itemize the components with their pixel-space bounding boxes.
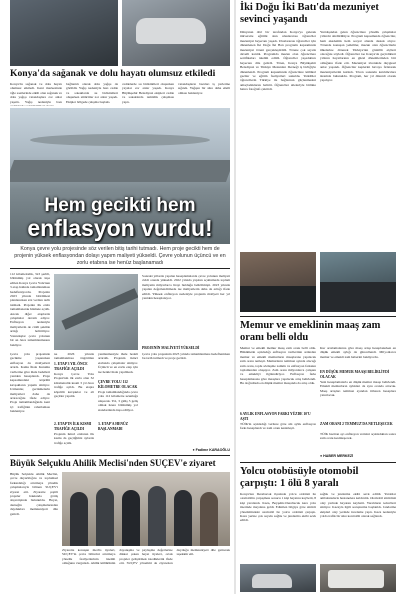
right-middle-col1: Memur ve emekli memur maaş zam oranı belli oldu. Hükümetin açıkladığı enflasyon verilerinin ardından memur ve emekli memurların maaşlarına yapılacak zam oranı netleşti. Memurların temmuz ayında alacağı zam oranı, toplu sözleşme zammı ve enflasyon farkının toplamından oluşuyor. Zam oranı milyonlarca çalışanı ve emekliyi ilgilendiriyor. Enflasyon farkı hesaplamasına göre maaşlara yapılacak artış belirlendi. Bu doğrultuda en düşük memur maaşında da artış oldu. (240, 346, 316, 386)
feature-headline-1: Hem gecikti hem (44, 195, 196, 216)
car-shape (136, 18, 206, 44)
feature-col3: ne 2026 yılında tamamlanması öngörülen (54, 352, 94, 361)
feature-col4b: Proje tamamlandığında çevre yolu 112 kilometre uzunluğa ulaşacak. Yol, 3 gidiş 3 geliş olmak üzere bölünmüş yol standardında inşa ediliyor. (98, 390, 138, 412)
feature-sub1: 1. ETAP 3 YIL ÖNCE TRAFİĞE AÇILDI (54, 362, 88, 371)
left-top-col3: caddelerde su birikintileri oluşurken yayalar zor anlar yaşadı. Konya Büyükşehir Belediyesi ekipleri cadde ve sokaklarda temizlik çalışması yaptı. (122, 82, 174, 104)
left-top-col2: bağlantılı olarak dolu yağışı da görüldü. Yağış nedeniyle bazı cadde ve sokaklarda su birikintileri oluşurken sürücüler zor anlar yaşadı. Ekipler bölgede çalışma başlattı. (66, 82, 118, 104)
person-2 (96, 488, 114, 546)
right-middle-col2b: Yeni hesaplamalarla en düşük memur maaşı belirlendi. Emekli memurların aylıkları da aynı oranda artacak. Maaş artışları temmuz ayından itibaren hesaplara yatırılacak. (320, 380, 396, 398)
right-bottom-rule (240, 462, 396, 463)
person-6 (200, 492, 218, 546)
crash-photo-1 (240, 564, 316, 592)
crash-car-shape (252, 574, 292, 588)
left-bottom-headline: Büyük Selçuklu Ahilik Meclisi'nden SUÇEV'e ziyaret (10, 458, 216, 468)
rain-photo-right (122, 0, 230, 66)
feature-sub4: 3. ETAP'A HENÜZ BAŞLANMADI (98, 422, 128, 431)
right-middle-sub2: EN DÜŞÜK MEMUR MAAŞI BELİRLİYDİ OLACAK (320, 370, 390, 379)
feature-col5b: Çevre yolu projesinin 2023 yılında tamamlanması hedeflenirken bu tarih tutmadı ve proje gecikti. (142, 352, 230, 361)
right-middle-col2c: TÜİK haziran ayı enflasyon verisini açıkladıktan sonra zam oranı kesinleşecek. (320, 432, 396, 441)
deck-rule (10, 268, 230, 269)
person-3 (122, 490, 140, 546)
feature-headline-2: enflasyon vurdu! (27, 215, 213, 241)
person-5 (174, 490, 192, 546)
right-middle-rule (240, 316, 396, 317)
feature-col3c: Projenin ikinci etabının ilk kısmı da geçtiğimiz aylarda trafiğe açıldı. (54, 432, 94, 445)
right-middle-byline: ● HABER MERKEZİ (320, 454, 354, 458)
right-bottom-col1: Konya'nın Derebucak ilçesinde yolcu otobüsü ile otomobilin çarpışması sonucu 1 kişi hayatını kaybetti, 8 kişi yaralandı. Kaza, Beyşehir-Derebucak kara yolu üzerinde meydana geldi. Edinilen bilgiye göre sürücü yönetimindeki otomobil ile yolcu otobüsü çarpıştı. Kaza yerine çok sayıda sağlık ve jandarma ekibi sevk edildi. (240, 492, 316, 523)
graduation-crowd (240, 286, 316, 312)
left-bottom-rule (10, 455, 230, 456)
left-top-col4: vatandaşların bazıları iş yerlerine sığındı. Yağışın bir süre daha etkili olması bekleniyor. (178, 82, 230, 95)
person-1 (70, 492, 88, 546)
feature-deck: Konya çevre yolu projesinde söz verilen bitiş tarihi tutmadı. Hem proje gecikti hem de projenin yüksek enflasyondan dolayı yapım maliyeti yükseldi. Çevre yolunun üçüncü ve en zorlu etabına ise henüz başlanamadı (14, 246, 226, 266)
crash-bus-shape (328, 570, 384, 588)
page-gutter (234, 0, 236, 594)
right-bottom-col2: sağlık ve jandarma ekibi sevk edildi. Yaralılar ambulanslarla hastanelere kaldırıldı. Otomobil sürücüsü olay yerinde hayatını kaybetti. Yaralıların tedavileri sürüyor. Kazayla ilgili soruşturma başlatıldı. Jandarma ekipleri olay yerinde inceleme yaptı. Kaza nedeniyle yolda trafik bir süre kontrollü olarak sağlandı. (320, 492, 396, 519)
left-top-col1: Konya'da sağanak ve dolu hayatı olumsuz etkiledi. Kent merkezinde öğle saatlerinde etkili olan sağanak ve dolu yağışı vatandaşlara zor anlar yaşattı. Yağış nedeniyle bazı (10, 82, 62, 104)
right-middle-col2: Kur ortalamalarına göre maaş artışı hesaplanırken en düşük emekli aylığı da güncellendi. Milyonlarca memur ve emekli zam haberini bekliyordu. (320, 346, 396, 359)
right-top-headline: İki Doğu İki Batı'da mezuniyet sevinci yaşandı (240, 2, 379, 25)
left-bottom-col2: Ziyarette konuşan meclis üyeleri, SUÇEV'in çevre bilincini artırmaya yönelik faaliyetlerinin önemli olduğunu vurguladı. Ahilik kültürünün dayanışma ve paylaşma değerlerine dikkat çeken heyet üyeleri, ortak projeler geliştirmek istediklerini ifade etti. SUÇEV yönetimi de ziyaretten duyduğu memnuniyeti dile getirerek teşekkür etti. (62, 548, 230, 566)
feature-col3b: Konya Çevre Yolu Projesi'nin ilk etabı olan 32 kilometrelik kısım 3 yıl önce trafiğe açıldı. Bu etapta köprülü kavşaklar ve alt geçitler yapıldı. (54, 372, 94, 399)
rain-photo-left (10, 0, 118, 66)
feature-col2: Çevre yolu projesinde gecikme yaşanırken enflasyon da maliyetleri artırdı. Kamu İhale Kurumu verilerine göre ihale bedelleri yeniden hesaplandı. Proje kapsamındaki köprülü kavşakların yapımı sürüyor. Uzmanlar, gecikmelerin maliyetleri daha da artıracağını ifade ediyor. Proje tamamlandığında kent içi trafiğinin rahatlaması bekleniyor. (10, 352, 50, 414)
graduation-stage (320, 282, 396, 312)
right-top-col1: Dünyanın dört bir tarafından Konya'ya gelerek üniversite eğitimi alan uluslararası öğrenciler mezuniyet heyecanı yaşadı. Uluslararası öğrenciler için düzenlenen İki Doğu İki Batı programı kapsamında mezuniyet töreni gerçekleştirildi. Törene çok sayıda davetli katıldı. Programda mezun olan öğrencilere sertifikaları takdim edildi. Öğrenciler yaşadıkları heyecanı dile getirdi. Tören, Konya Büyükşehir Belediyesi ve Türkiye Mezunları Derneği iş birliğiyle düzenlendi. Program kapsamında öğrencilere kültürel geziler ve eğitim faaliyetleri sunuldu. Yetkililer öğrencilerin Türkiye ile bağlarının güçlenmesini amaçladıklarını belirtti. Öğrenciler aileleriyle birlikte hatıra fotoğrafı çektirdi. (240, 30, 316, 92)
feature-col1: 112 kilometrelik, 3x3 şeritli, bölünmüş yol olarak inşa edilen Konya Çevre Yolu'nun 3 etap halinde tamamlanması hedefleniyordu. Projenin 2023 yılında bitirilmesi planlanırken söz verilen tarih tutmadı. Projenin ilk etabı tamamlanarak hizmete açıldı. Ancak diğer etaplarda çalışmalar devam ediyor. Enflasyon nedeniyle maliyetlerin de ciddi şekilde arttığı belirtiliyor. Vatandaşlar çevre yolunun bir an önce tamamlanmasını bekliyor. (10, 272, 50, 347)
feature-sub3: ÇEVRE YOLU 112 KİLOMETRE OLACAK (98, 380, 138, 389)
bridge-shape (30, 134, 210, 146)
right-bottom-headline: Yolcu otobüsüyle otomobil çarpıştı: 1 ölü 8 yaralı (240, 466, 359, 489)
graduation-photo-2 (320, 252, 396, 312)
person-4 (148, 486, 166, 546)
crash-photo-2 (320, 564, 396, 592)
highway-small-photo (54, 274, 138, 350)
left-top-headline: Konya'da sağanak ve dolu hayatı olumsuz etkiledi (10, 68, 216, 79)
feature-col4: yenilenmesiyle ihale bedeli artırıldı. Projenin ikinci etabında çalışmalar sürüyor. Üçüncü ve en zorlu etap için ise henüz ihale yapılmadı. (98, 352, 138, 374)
feature-sub2: 2. ETAP'IN İLK KISMI TRAFİĞE AÇILDI (54, 422, 92, 431)
graduation-photo-1 (240, 252, 316, 312)
feature-byline: ● Fadime KARAOĞLU (192, 448, 230, 452)
right-middle-col1b: TÜİK'in açıkladığı verilere göre altı aylık enflasyon farkı hesaplandı ve zam oranı kesinleşti. (240, 422, 316, 431)
feature-sub5: PROJENİN MALİYETİ YÜKSELDİ (142, 346, 200, 350)
feature-col5: Sonraki yıllarda yapılan hesaplamalarda çevre yolunun maliyeti ciddi oranda yükseldi. 2022 yılında yapılan açıklamada toplam maliyetin milyarlarca lirayı bulduğu belirtilmişti. 2023 yılında yapılan değerlendirmede ise maliyetlerin daha da arttığı ifade edildi. Yüksek enflasyon nedeniyle projenin maliyeti her yıl yeniden hesaplanıyor. (142, 274, 230, 301)
right-middle-headline: Memur ve emeklinin maaş zam oranı belli oldu (240, 320, 381, 343)
highway-lane (61, 288, 138, 330)
road-shape (10, 160, 230, 182)
right-middle-sub1: 6 AYLIK ENFLASYON FARKI YÜZDE 10'U AŞTI (240, 412, 311, 421)
left-bottom-col1: Büyük Selçuklu Ahilik Meclisi, çevre duyarlılığını ve toplumsal farkındalığı artırmaya yönelik çalışmalarıyla bilinen SUÇEV'i ziyaret etti. Ziyarette çeşitli projeler hakkında görüş alışverişinde bulunuldu. Heyet, derneğin çalışmalarından duydukları memnuniyeti dile getirdi. (10, 472, 58, 516)
right-top-col2: Yurtdışından gelen öğrencilere yönelik çalışmalar yıllardır sürdürülüyor. Program kapsamında öğrenciler, hem akademik hem sosyal alanda destek alıyor. Törende konuşan yetkililer, mezun olan öğrencilerin ülkelerine dönerek Türkiye'nin gönüllü elçileri olacağını söyledi. Öğrenciler ise Konya'da geçirdikleri yılların hayatlarının en güzel dönemlerinden biri olduğunu ifade etti. Mezuniyet töreninde duygusal anlar yaşandı. Öğrenciler keplerini havaya fırlatarak mezuniyetlerini kutladı. Tören sonunda katılımcılara ikramda bulunuldu. Program, her yıl düzenli olarak yapılıyor. (320, 30, 396, 83)
council-group-photo (62, 472, 230, 546)
right-middle-sub3: ZAM ORANI 2 TEMMUZ'DA NETLEŞECEK (320, 422, 393, 426)
